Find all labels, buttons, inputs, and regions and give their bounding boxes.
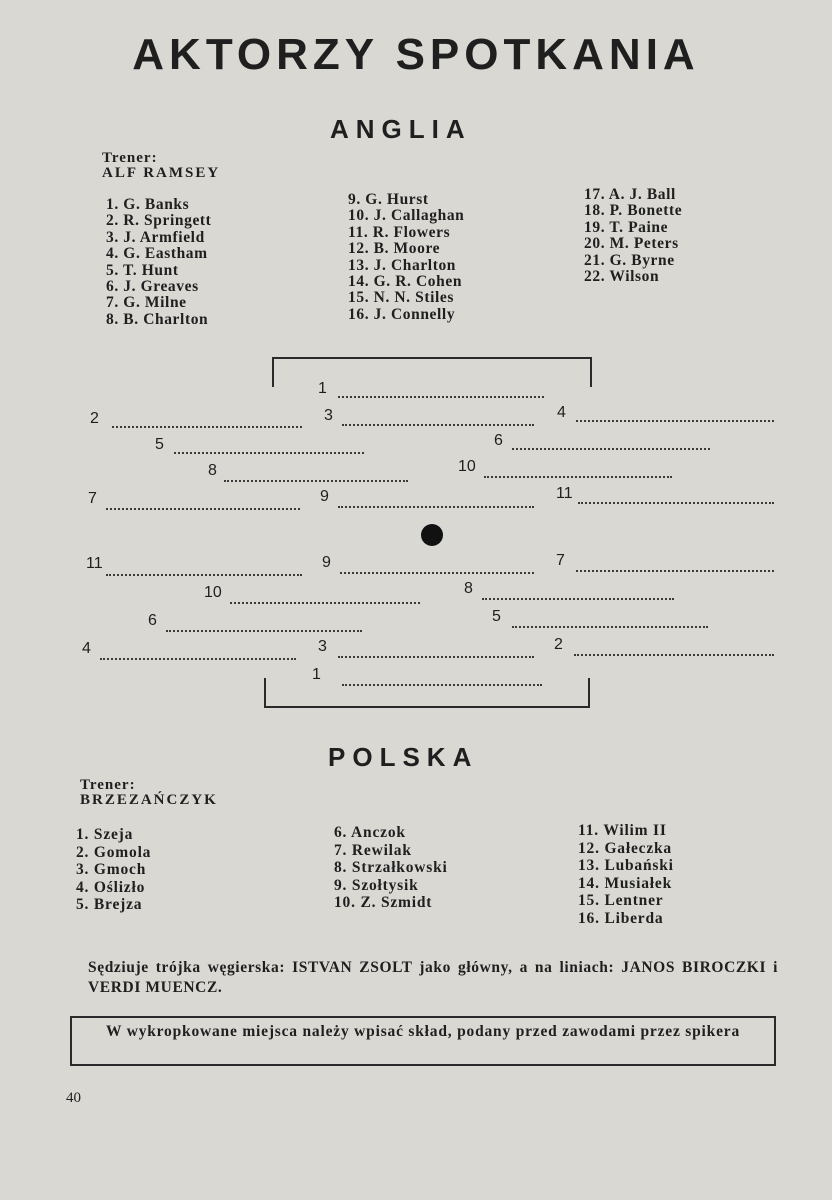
position-number: 5 (155, 436, 164, 453)
name-blank[interactable] (338, 656, 534, 658)
player-item: 10. Z. Szmidt (334, 894, 433, 912)
page-title: AKTORZY SPOTKANIA (132, 30, 700, 79)
player-item: 6. J. Greaves (106, 278, 199, 296)
name-blank[interactable] (174, 452, 364, 454)
player-item: 7. G. Milne (106, 294, 187, 312)
name-blank[interactable] (106, 574, 302, 576)
player-item: 9. Szołtysik (334, 876, 419, 894)
position-number: 8 (208, 462, 217, 479)
position-number: 1 (318, 380, 327, 397)
player-item: 16. Liberda (578, 909, 664, 927)
player-item: 15. Lentner (578, 892, 664, 910)
player-item: 6. Anczok (334, 824, 406, 841)
player-item: 10. J. Callaghan (348, 207, 465, 225)
position-number: 5 (492, 608, 501, 625)
name-blank[interactable] (230, 602, 420, 604)
england-coach-label: Trener: (102, 150, 158, 166)
poland-player-list-3 (578, 822, 674, 928)
position-number: 11 (86, 555, 103, 572)
england-player-list-3 (584, 187, 682, 285)
player-item: 12. B. Moore (348, 240, 441, 258)
position-number: 6 (494, 432, 503, 449)
player-item: 4. G. Eastham (106, 245, 208, 263)
player-item: 19. T. Paine (584, 218, 669, 236)
name-blank[interactable] (338, 396, 544, 398)
player-item: 16. J. Connelly (348, 305, 456, 323)
top-goal-left-post (272, 357, 274, 387)
player-item: 14. G. R. Cohen (348, 273, 463, 291)
name-blank[interactable] (340, 572, 534, 574)
instruction-box: W wykropkowane miejsca należy wpisać skład, podany przed zawodami przez spikera (70, 1016, 776, 1066)
player-item: 2. Gomola (76, 843, 152, 861)
position-number: 9 (322, 554, 331, 571)
poland-coach-label: Trener: (80, 777, 136, 793)
bottom-goal-right-post (588, 678, 590, 708)
player-item: 1. G. Banks (106, 196, 190, 213)
name-blank[interactable] (342, 684, 542, 686)
name-blank[interactable] (342, 424, 534, 426)
player-item: 1. Szeja (76, 826, 134, 843)
name-blank[interactable] (484, 476, 672, 478)
position-number: 6 (148, 612, 157, 629)
name-blank[interactable] (166, 630, 362, 632)
england-player-list-2 (348, 192, 464, 323)
player-item: 9. G. Hurst (348, 191, 429, 208)
player-item: 11. Wilim II (578, 822, 667, 839)
position-number: 1 (312, 666, 321, 683)
position-number: 8 (464, 580, 473, 597)
player-item: 17. A. J. Ball (584, 186, 676, 203)
position-number: 2 (554, 636, 563, 653)
player-item: 8. Strzałkowski (334, 859, 448, 877)
name-blank[interactable] (576, 570, 774, 572)
player-item: 3. Gmoch (76, 861, 147, 879)
ball-icon (421, 524, 443, 546)
poland-coach: BRZEZAŃCZYK (80, 792, 218, 808)
player-item: 5. T. Hunt (106, 261, 179, 279)
position-number: 7 (556, 552, 565, 569)
name-blank[interactable] (224, 480, 408, 482)
top-goal-right-post (590, 357, 592, 387)
player-item: 5. Brejza (76, 896, 143, 914)
position-number: 2 (90, 410, 99, 427)
referees-text: Sędziuje trójka węgierska: ISTVAN ZSOLT jako główny, a na liniach: JANOS BIROCZKI i VERDI MUENCZ. (88, 959, 778, 996)
player-item: 21. G. Byrne (584, 251, 675, 269)
position-number: 11 (556, 485, 573, 502)
team-name-poland: POLSKA (328, 742, 479, 772)
name-blank[interactable] (512, 626, 708, 628)
position-number: 3 (324, 407, 333, 424)
player-item: 22. Wilson (584, 268, 660, 286)
name-blank[interactable] (482, 598, 674, 600)
player-item: 20. M. Peters (584, 235, 679, 253)
name-blank[interactable] (100, 658, 296, 660)
top-goal-line (272, 357, 592, 359)
player-item: 13. Lubański (578, 857, 674, 875)
bottom-goal-line (264, 706, 590, 708)
name-blank[interactable] (574, 654, 774, 656)
position-number: 4 (557, 404, 566, 421)
name-blank[interactable] (578, 502, 774, 504)
player-item: 11. R. Flowers (348, 223, 451, 241)
team-name-england: ANGLIA (330, 114, 472, 144)
player-item: 13. J. Charlton (348, 256, 457, 274)
position-number: 9 (320, 488, 329, 505)
name-blank[interactable] (576, 420, 774, 422)
bottom-goal-left-post (264, 678, 266, 708)
player-item: 12. Gałeczka (578, 839, 672, 857)
position-number: 4 (82, 640, 91, 657)
position-number: 10 (204, 584, 222, 601)
name-blank[interactable] (112, 426, 302, 428)
player-item: 15. N. N. Stiles (348, 289, 455, 307)
page-number: 40 (66, 1090, 81, 1106)
name-blank[interactable] (338, 506, 534, 508)
player-item: 14. Musiałek (578, 874, 672, 892)
player-item: 4. Oślizło (76, 878, 146, 896)
position-number: 3 (318, 638, 327, 655)
player-item: 8. B. Charlton (106, 310, 209, 328)
position-number: 10 (458, 458, 476, 475)
name-blank[interactable] (106, 508, 300, 510)
position-number: 7 (88, 490, 97, 507)
player-item: 18. P. Bonette (584, 202, 683, 220)
player-item: 7. Rewilak (334, 841, 412, 859)
england-player-list-1 (106, 197, 211, 328)
name-blank[interactable] (512, 448, 710, 450)
player-item: 2. R. Springett (106, 212, 212, 230)
england-coach: ALF RAMSEY (102, 165, 221, 181)
poland-player-list-1 (76, 826, 151, 914)
player-item: 3. J. Armfield (106, 228, 205, 246)
poland-player-list-2 (334, 824, 448, 912)
